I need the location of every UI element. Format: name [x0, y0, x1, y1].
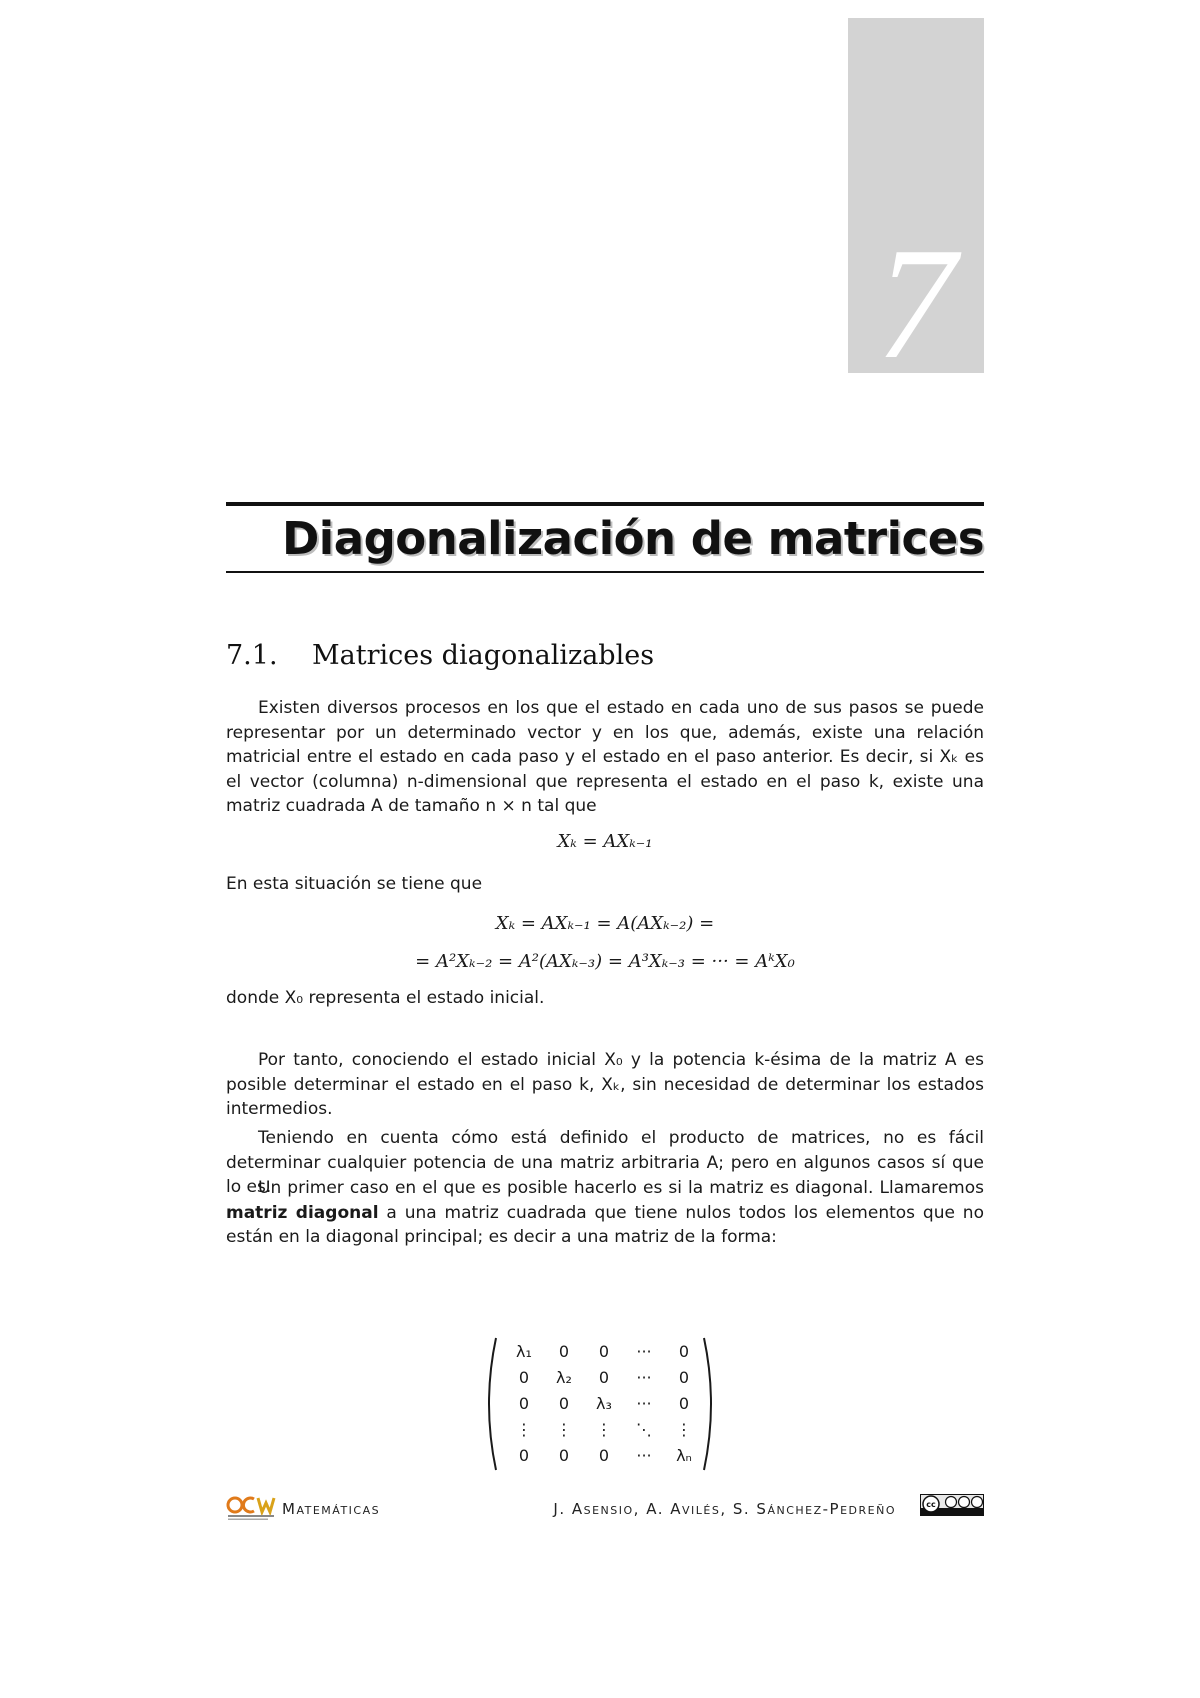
matrix-cell: λ₂: [556, 1367, 572, 1387]
matrix-cell: λₙ: [676, 1445, 692, 1465]
matrix-cell: ···: [636, 1341, 652, 1361]
defined-term: matriz diagonal: [226, 1202, 379, 1223]
matrix-row: [504, 1364, 704, 1390]
paragraph-text: donde X₀ representa el estado inicial.: [226, 988, 545, 1008]
paragraph-intro: [226, 696, 984, 819]
section-heading: [226, 640, 654, 671]
title-top-rule: [226, 502, 984, 506]
matrix-cell: 0: [558, 1445, 570, 1465]
matrix-row: [504, 1416, 704, 1442]
matrix-cell: 0: [558, 1393, 570, 1413]
paragraph-text: Por tanto, conociendo el estado inicial X₀ y la potencia k-ésima de la matriz A es posible determinar el estado en el paso k, Xₖ, sin necesidad de determinar los estados intermedios.: [226, 1050, 984, 1119]
svg-text:cc: cc: [926, 1500, 936, 1509]
matrix-cell: ···: [636, 1367, 652, 1387]
equation-recurrence: Xₖ = AXₖ₋₁: [557, 831, 653, 852]
matrix-cell: 0: [518, 1367, 530, 1387]
paragraph-text: [226, 1176, 984, 1250]
equation-expansion-line1: Xₖ = AXₖ₋₁ = A(AXₖ₋₂) =: [495, 913, 715, 934]
matrix-cell: ⋮: [676, 1419, 692, 1439]
matrix-row: [504, 1442, 704, 1468]
matrix-cell: ⋱: [636, 1419, 652, 1439]
matrix-cell: 0: [518, 1393, 530, 1413]
chapter-number: 7: [876, 214, 956, 392]
paragraph-text: Teniendo en cuenta cómo está definido el producto de matrices, no es fácil determinar cualquier potencia de una matriz arbitraria A; pero en algunos casos sí que lo es.: [226, 1128, 984, 1197]
matrix-row: [504, 1390, 704, 1416]
matrix-cell: ···: [636, 1393, 652, 1413]
paragraph-diagonal-definition: [226, 1176, 984, 1250]
diagonal-matrix: [480, 1334, 720, 1474]
matrix-entries: [504, 1338, 704, 1468]
paragraph-power: [226, 1048, 984, 1122]
paragraph-text: En esta situación se tiene que: [226, 874, 483, 894]
text-before: Un primer caso en el que es posible hacerlo es si la matriz es diagonal. Llamaremos: [258, 1178, 984, 1198]
chapter-number-box: [848, 18, 984, 392]
matrix-cell: ⋮: [596, 1419, 612, 1439]
matrix-row: [504, 1338, 704, 1364]
ocw-logo-icon: [226, 1494, 280, 1522]
chapter-title: Diagonalización de matrices: [281, 512, 984, 565]
matrix-cell: ⋮: [556, 1419, 572, 1439]
matrix-cell: 0: [678, 1341, 690, 1361]
equation-expansion-line2: = A²Xₖ₋₂ = A²(AXₖ₋₃) = A³Xₖ₋₃ = ··· = AᵏX₀: [415, 951, 795, 972]
matrix-cell: λ₃: [596, 1393, 612, 1413]
creative-commons-badge-icon: [920, 1494, 984, 1516]
matrix-cell: 0: [598, 1367, 610, 1387]
section-number: 7.1.: [226, 640, 278, 671]
page-footer: [226, 1492, 984, 1524]
matrix-cell: ⋮: [516, 1419, 532, 1439]
matrix-cell: 0: [518, 1445, 530, 1465]
matrix-cell: λ₁: [516, 1341, 532, 1361]
paragraph-initial-state: [226, 986, 984, 1011]
matrix-cell: 0: [598, 1445, 610, 1465]
matrix-cell: 0: [558, 1341, 570, 1361]
matrix-cell: 0: [678, 1367, 690, 1387]
matrix-cell: ···: [636, 1445, 652, 1465]
title-bottom-rule: [226, 571, 984, 573]
matrix-cell: 0: [598, 1341, 610, 1361]
matrix-cell: 0: [678, 1393, 690, 1413]
paragraph-text: Existen diversos procesos en los que el estado en cada uno de sus pasos se puede representar por un determinado vector y en los que, además, existe una relación matricial entre el estado en cada paso y el estado en el paso anterior. Es decir, si Xₖ es el vector (columna) n-dimensional que representa el estado en el paso k, existe una matriz cuadrada A de tamaño n × n tal que: [226, 698, 984, 816]
text-after: a una matriz cuadrada que tiene nulos todos los elementos que no están en la diagonal principal; es decir a una matriz de la forma:: [226, 1202, 984, 1247]
section-title: Matrices diagonalizables: [312, 640, 655, 671]
footer-authors: J. Asensio, A. Avilés, S. Sánchez-Pedreño: [553, 1500, 896, 1518]
paragraph-situation: [226, 872, 984, 897]
footer-subject: Matemáticas: [282, 1500, 381, 1518]
